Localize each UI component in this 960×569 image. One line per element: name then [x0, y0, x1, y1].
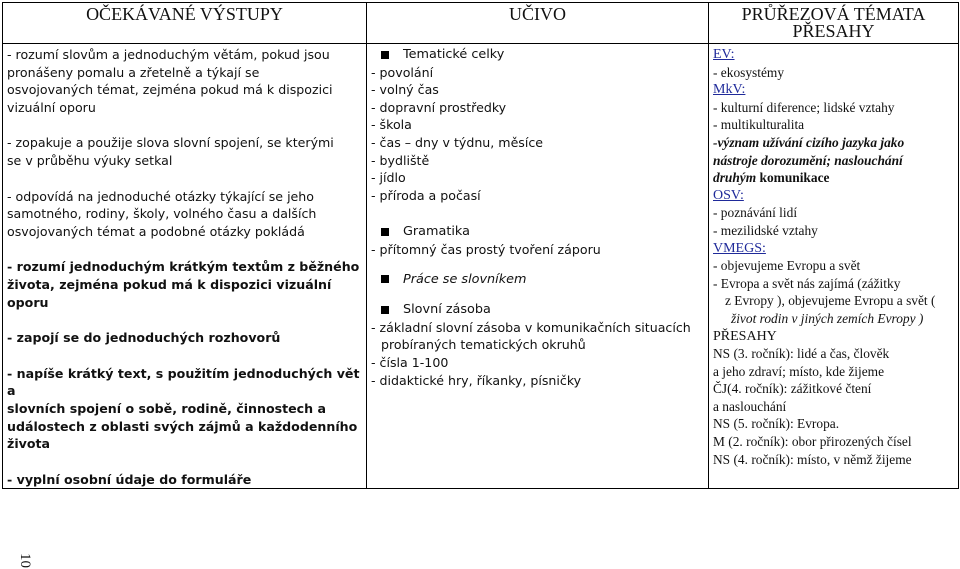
output-line: života — [7, 436, 51, 452]
output-line: vizuální oporu — [7, 99, 96, 115]
section-heading-vocabulary: Slovní zásoba — [371, 301, 704, 319]
output-line: - rozumí slovům a jednoduchým větám, pokud jsou — [7, 47, 330, 62]
output-item — [7, 365, 360, 453]
output-line: - odpovídá na jednoduché otázky týkající se jeho — [7, 188, 314, 204]
vmegs-list — [713, 257, 954, 292]
list-item: ČJ(4. ročník): zážitkové čtení — [713, 381, 872, 397]
list-item: - škola — [371, 117, 412, 133]
list-item: - přítomný čas prostý tvoření záporu — [371, 241, 601, 257]
list-item: a jeho zdraví; místo, kde žijeme — [713, 363, 885, 379]
list-item: - Evropa a svět nás zajímá (zážitky — [713, 275, 901, 291]
header-outputs: OČEKÁVANÉ VÝSTUPY — [3, 3, 367, 44]
crosscutting-cell — [709, 44, 959, 489]
section-heading-dictionary: Práce se slovníkem — [371, 271, 704, 289]
mkv-italic-line-3: druhým komunikace — [713, 170, 830, 186]
output-line: událostech z oblasti svých zájmů a každodenního — [7, 418, 358, 434]
square-bullet-icon — [381, 275, 389, 283]
list-item: - objevujeme Evropu a svět — [713, 258, 861, 274]
vmegs-continuation: z Evropy ), objevujeme Evropu a svět ( — [725, 293, 936, 309]
list-item: probíraných tematických okruhů — [381, 337, 586, 353]
curriculum-table — [2, 2, 959, 489]
output-line: - vyplní osobní údaje do formuláře — [7, 471, 252, 487]
output-item — [7, 188, 360, 241]
square-bullet-icon — [381, 51, 389, 59]
list-item: - základní slovní zásoba v komunikačních situacích — [371, 319, 691, 335]
ev-label: EV: — [713, 47, 735, 62]
square-bullet-icon — [381, 228, 389, 236]
outputs-cell — [3, 44, 367, 489]
page-number: 10 — [17, 553, 33, 568]
list-item: - čas – dny v týdnu, měsíce — [371, 134, 544, 150]
section-heading-topics: Tematické celky — [371, 46, 704, 64]
list-item: M (2. ročník): obor přirozených čísel — [713, 434, 912, 450]
list-item: NS (5. ročník): Evropa. — [713, 416, 840, 432]
mkv-list — [713, 99, 954, 134]
list-item: - multikulturalita — [713, 117, 805, 133]
list-item: - dopravní prostředky — [371, 99, 507, 115]
list-item: - poznávání lidí — [713, 205, 798, 221]
grammar-list — [371, 241, 704, 259]
square-bullet-icon — [381, 306, 389, 314]
ev-list — [713, 64, 954, 82]
list-item: - příroda a počasí — [371, 187, 481, 203]
output-line: života, zejména pokud má k dispozici vizuální oporu — [7, 276, 332, 310]
output-item — [7, 471, 360, 489]
mkv-italic-line-1: -význam užívání cizího jazyka jako — [713, 134, 905, 150]
output-line: osvojovaných témat a podobné otázky pokládá — [7, 223, 305, 239]
list-item: NS (4. ročník): místo, v němž žijeme — [713, 451, 912, 467]
output-line: osvojovaných témat, zejména pokud má k dispozici — [7, 82, 333, 98]
list-item: - mezilidské vztahy — [713, 222, 818, 238]
list-item: - didaktické hry, říkanky, písničky — [371, 372, 582, 388]
mkv-italic-line-2: nástroje dorozumění; naslouchání — [713, 152, 903, 168]
list-item: a naslouchání — [713, 398, 787, 414]
osv-label: OSV: — [713, 187, 744, 203]
list-item: - ekosystémy — [713, 64, 785, 80]
output-item — [7, 329, 360, 347]
output-item — [7, 46, 360, 116]
output-line: - zopakuje a použije slova slovní spojení, se kterými — [7, 135, 334, 151]
output-item — [7, 258, 360, 311]
list-item: - čísla 1-100 — [371, 354, 449, 370]
output-line: - rozumí jednoduchým krátkým textům z běžného — [7, 259, 360, 275]
output-line: pronášeny pomalu a zřetelně a týkají se — [7, 64, 260, 80]
vocabulary-list — [371, 319, 704, 389]
section-heading-grammar: Gramatika — [371, 223, 704, 241]
presahy-list — [713, 345, 954, 468]
presahy-label: PŘESAHY — [713, 328, 777, 344]
outputs-list — [7, 46, 360, 488]
list-item: - volný čas — [371, 82, 439, 98]
output-item — [7, 134, 360, 169]
vmegs-label: VMEGS: — [713, 240, 766, 256]
vmegs-continuation-2: život rodin v jiných zemích Evropy ) — [731, 310, 924, 326]
mkv-label: MkV: — [713, 82, 746, 98]
list-item: - bydliště — [371, 152, 430, 168]
topics-list — [371, 64, 704, 205]
list-item: - povolání — [371, 64, 434, 80]
output-line: slovních spojení o sobě, rodině, činnostech a — [7, 400, 326, 416]
osv-list — [713, 204, 954, 239]
header-crosscutting: PRŮŘEZOVÁ TÉMATA PŘESAHY — [709, 3, 959, 44]
output-line: - zapojí se do jednoduchých rozhovorů — [7, 330, 281, 346]
output-line: samotného, rodiny, školy, volného času a dalších — [7, 206, 317, 222]
header-row — [3, 3, 959, 44]
list-item: NS (3. ročník): lidé a čas, člověk — [713, 346, 890, 362]
output-line: se v průběhu výuky setkal — [7, 152, 173, 168]
curriculum-cell — [367, 44, 709, 489]
output-line: - napíše krátký text, s použitím jednoduchých vět a — [7, 365, 360, 399]
list-item: - kulturní diference; lidské vztahy — [713, 99, 895, 115]
header-curriculum: UČIVO — [367, 3, 709, 44]
list-item: - jídlo — [371, 170, 406, 186]
content-row — [3, 44, 959, 489]
